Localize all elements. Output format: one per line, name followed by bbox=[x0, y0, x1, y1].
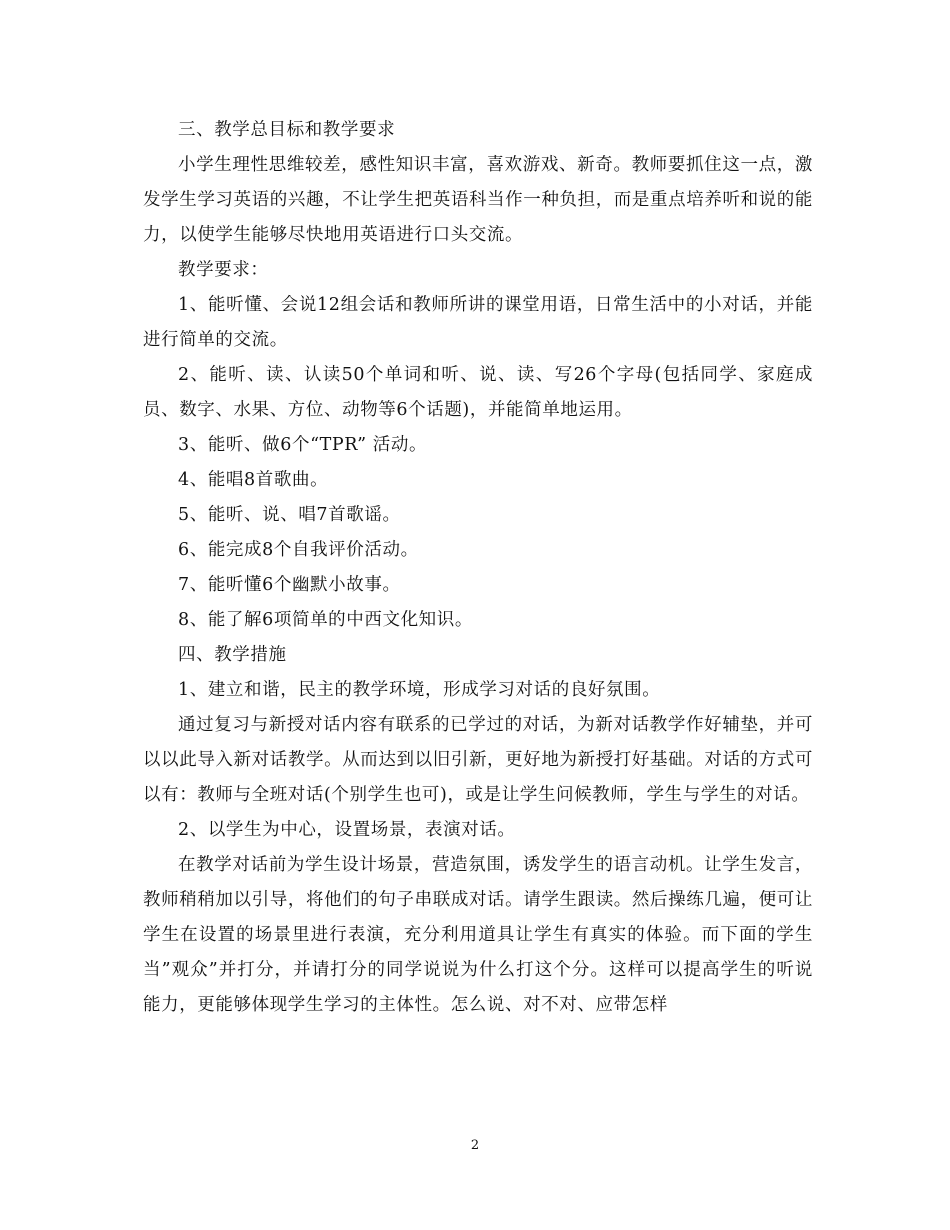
measure-item-2: 2、以学生为中心，设置场景，表演对话。 bbox=[178, 820, 516, 840]
paragraph-review-dialogue: 通过复习与新授对话内容有联系的已学过的对话，为新对话教学作好辅垫，并可以以此导入新对话教学。从而达到以旧引新，更好地为新授打好基础。对话的方式可以有：教师与全班对话(个别学生也可)，或是让学生问候教师，学生与学生的对话。 bbox=[143, 715, 813, 805]
section-heading-measures: 四、教学措施 bbox=[178, 645, 287, 665]
requirement-item-2: 2、能听、读、认读50个单词和听、说、读、写26个字母(包括同学、家庭成员、数字、水果、方位、动物等6个话题)，并能简单地运用。 bbox=[143, 365, 813, 420]
paragraph-intro: 小学生理性思维较差，感性知识丰富，喜欢游戏、新奇。教师要抓住这一点，激发学生学习英语的兴趣，不让学生把英语科当作一种负担，而是重点培养听和说的能力，以使学生能够尽快地用英语进行口头交流。 bbox=[143, 155, 813, 245]
page-number: 2 bbox=[470, 1138, 480, 1153]
requirement-item-3: 3、能听、做6个“TPR” 活动。 bbox=[178, 435, 428, 455]
measure-item-1: 1、建立和谐，民主的教学环境，形成学习对话的良好氛围。 bbox=[178, 680, 661, 700]
section-heading-goals: 三、教学总目标和教学要求 bbox=[178, 120, 396, 140]
document-body bbox=[143, 113, 813, 1023]
requirement-item-8: 8、能了解6项简单的中西文化知识。 bbox=[178, 610, 473, 630]
paragraph-scene-dialogue: 在教学对话前为学生设计场景，营造氛围，诱发学生的语言动机。让学生发言，教师稍稍加以引导，将他们的句子串联成对话。请学生跟读。然后操练几遍，便可让学生在设置的场景里进行表演，充分利用道具让学生有真实的体验。而下面的学生当”观众”并打分，并请打分的同学说说为什么打这个分。这样可以提高学生的听说能力，更能够体现学生学习的主体性。怎么说、对不对、应带怎样 bbox=[143, 855, 813, 1015]
requirement-item-7: 7、能听懂6个幽默小故事。 bbox=[178, 575, 401, 595]
requirements-heading: 教学要求： bbox=[178, 260, 269, 280]
requirement-item-6: 6、能完成8个自我评价活动。 bbox=[178, 540, 419, 560]
requirement-item-1: 1、能听懂、会说12组会话和教师所讲的课堂用语，日常生活中的小对话，并能进行简单的交流。 bbox=[143, 295, 813, 350]
requirement-item-4: 4、能唱8首歌曲。 bbox=[178, 470, 329, 490]
requirement-item-5: 5、能听、说、唱7首歌谣。 bbox=[178, 505, 401, 525]
